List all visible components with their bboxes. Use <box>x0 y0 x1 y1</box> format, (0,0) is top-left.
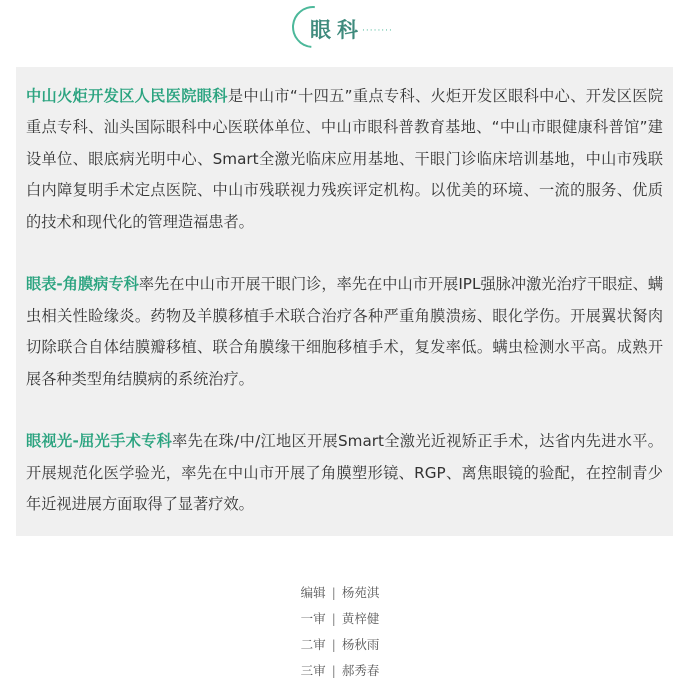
credit-role: 三审 <box>300 663 326 678</box>
section-title: 眼科 <box>310 18 364 42</box>
credit-name: 杨秋雨 <box>341 637 380 652</box>
credit-separator: | <box>331 585 336 600</box>
credit-line-third-review <box>0 658 680 684</box>
paragraph-intro <box>26 81 663 238</box>
credit-role: 一审 <box>300 611 326 626</box>
paragraph-cornea <box>26 269 663 395</box>
credit-separator: | <box>331 637 336 652</box>
section-header <box>0 6 680 48</box>
credit-role: 二审 <box>300 637 326 652</box>
paragraph-text: 是中山市“十四五”重点专科、火炬开发区眼科中心、开发区医院重点专科、汕头国际眼科中心医联体单位、中山市眼科普教育基地、“中山市眼健康科普馆”建设单位、眼底病光明中心、Smart全激光临床应用基地、干眼门诊临床培训基地，中山市残联白内障复明手术定点医院、中山市残联视力残疾评定机构。以优美的环境、一流的服务、优质的技术和现代化的管理造福患者。 <box>26 87 664 231</box>
paragraph-text: 率先在中山市开展干眼门诊，率先在中山市开展IPL强脉冲激光治疗干眼症、螨虫相关性睑缘炎。药物及羊膜移植手术联合治疗各种严重角膜溃疡、眼化学伤。开展翼状胬肉切除联合自体结膜瓣移植、联合角膜缘干细胞移植手术，复发率低。螨虫检测水平高。成熟开展各种类型角结膜病的系统治疗。 <box>26 275 663 388</box>
content-panel <box>16 67 673 536</box>
credit-line-first-review <box>0 606 680 632</box>
credit-line-second-review <box>0 632 680 658</box>
credit-role: 编辑 <box>300 585 326 600</box>
credit-name: 黄梓健 <box>341 611 380 626</box>
paragraph-text: 率先在珠/中/江地区开展Smart全激光近视矫正手术，达省内先进水平。开展规范化医学验光，率先在中山市开展了角膜塑形镜、RGP、离焦眼镜的验配，在控制青少年近视进展方面取得了显著疗效。 <box>26 432 663 514</box>
highlight-department: 中山火炬开发区人民医院眼科 <box>26 87 228 105</box>
dotted-decoration: ········ <box>362 26 393 36</box>
highlight-optometry-specialty: 眼视光-屈光手术专科 <box>26 432 173 451</box>
highlight-cornea-specialty: 眼表-角膜病专科 <box>26 275 139 294</box>
credit-name: 郝秀春 <box>341 663 380 678</box>
credit-separator: | <box>331 611 336 626</box>
credit-name: 杨苑淇 <box>341 585 380 600</box>
credit-separator: | <box>331 663 336 678</box>
paragraph-optometry <box>26 426 663 520</box>
credit-line-editor <box>0 580 680 606</box>
credits-block <box>0 580 680 684</box>
